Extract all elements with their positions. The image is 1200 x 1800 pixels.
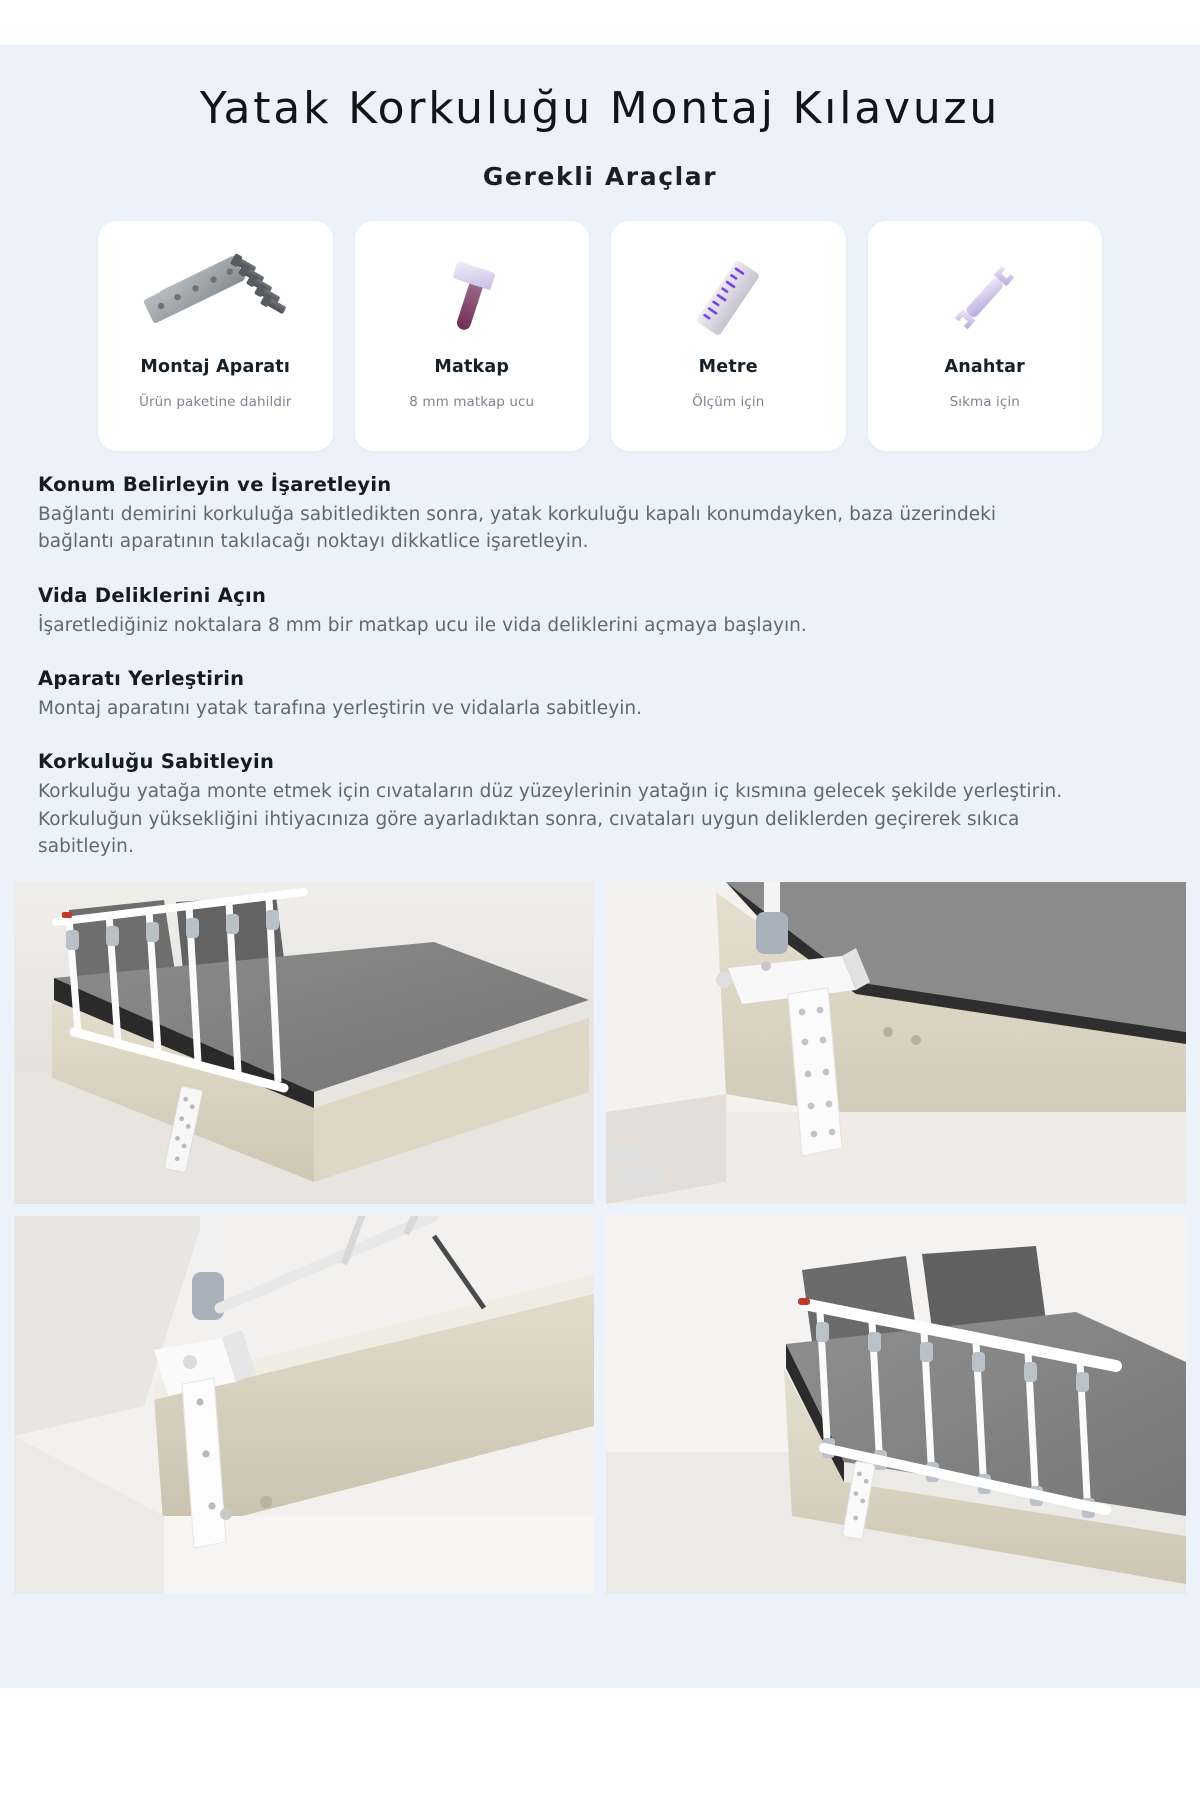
step-text: Korkuluğu yatağa monte etmek için cıvataların düz yüzeylerinin yatağın iç kısmına gelecek şekilde yerleştirin. Korkuluğun yüksekliğini ihtiyacınıza göre ayarladıktan sonra, cıvataları uygun deliklerden geçirerek sıkıca sabitleyin. [38, 781, 1063, 858]
step-text: İşaretlediğiniz noktalara 8 mm bir matkap ucu ile vida deliklerini açmaya başlayın. [38, 614, 807, 636]
step-text: Montaj aparatını yatak tarafına yerleştirin ve vidalarla sabitleyin. [38, 697, 643, 719]
guide-sheet [0, 45, 1200, 1688]
tool-description: Sıkma için [949, 393, 1020, 410]
instruction-step [38, 584, 1164, 639]
step-heading: Vida Deliklerini Açın [38, 583, 267, 607]
tool-description: Ürün paketine dahildir [139, 393, 292, 410]
mounting-bracket-icon [98, 249, 333, 347]
instruction-step [38, 750, 1164, 860]
ruler-icon [611, 249, 846, 347]
section-title-required-tools: Gerekli Araçlar [482, 161, 718, 191]
wrench-icon [868, 249, 1103, 347]
instruction-step [38, 473, 1164, 556]
tool-description: Ölçüm için [692, 393, 765, 410]
step-heading: Korkuluğu Sabitleyin [38, 750, 275, 774]
gallery-image-bed-rail-full-view [606, 1216, 1186, 1594]
tool-card-mounting-bracket [98, 221, 333, 451]
photo-gallery [0, 882, 1200, 1594]
tool-name: Anahtar [944, 356, 1025, 377]
step-heading: Konum Belirleyin ve İşaretleyin [38, 472, 392, 496]
tool-card-ruler [611, 221, 846, 451]
gallery-image-bracket-underside-detail [14, 1216, 594, 1594]
page-title: Yatak Korkuluğu Montaj Kılavuzu [199, 83, 1001, 134]
step-text: Bağlantı demirini korkuluğa sabitledikten sonra, yatak korkuluğu kapalı konumdayken, baza üzerindeki bağlantı aparatının takılacağı noktayı dikkatlice işaretleyin. [38, 503, 997, 553]
tool-card-wrench [868, 221, 1103, 451]
drill-icon [355, 249, 590, 347]
tool-card-drill [355, 221, 590, 451]
instruction-steps [0, 473, 1200, 861]
step-heading: Aparatı Yerleştirin [38, 666, 245, 690]
tool-name: Metre [698, 356, 758, 377]
tool-name: Montaj Aparatı [140, 356, 291, 377]
gallery-image-bed-rail-installed-side-view [14, 882, 594, 1204]
tool-description: 8 mm matkap ucu [409, 393, 535, 410]
instruction-step [38, 667, 1164, 722]
tool-name: Matkap [434, 356, 510, 377]
bottom-white-strip [0, 1688, 1200, 1800]
gallery-image-bracket-mounting-closeup [606, 882, 1186, 1204]
tools-list [0, 221, 1200, 451]
